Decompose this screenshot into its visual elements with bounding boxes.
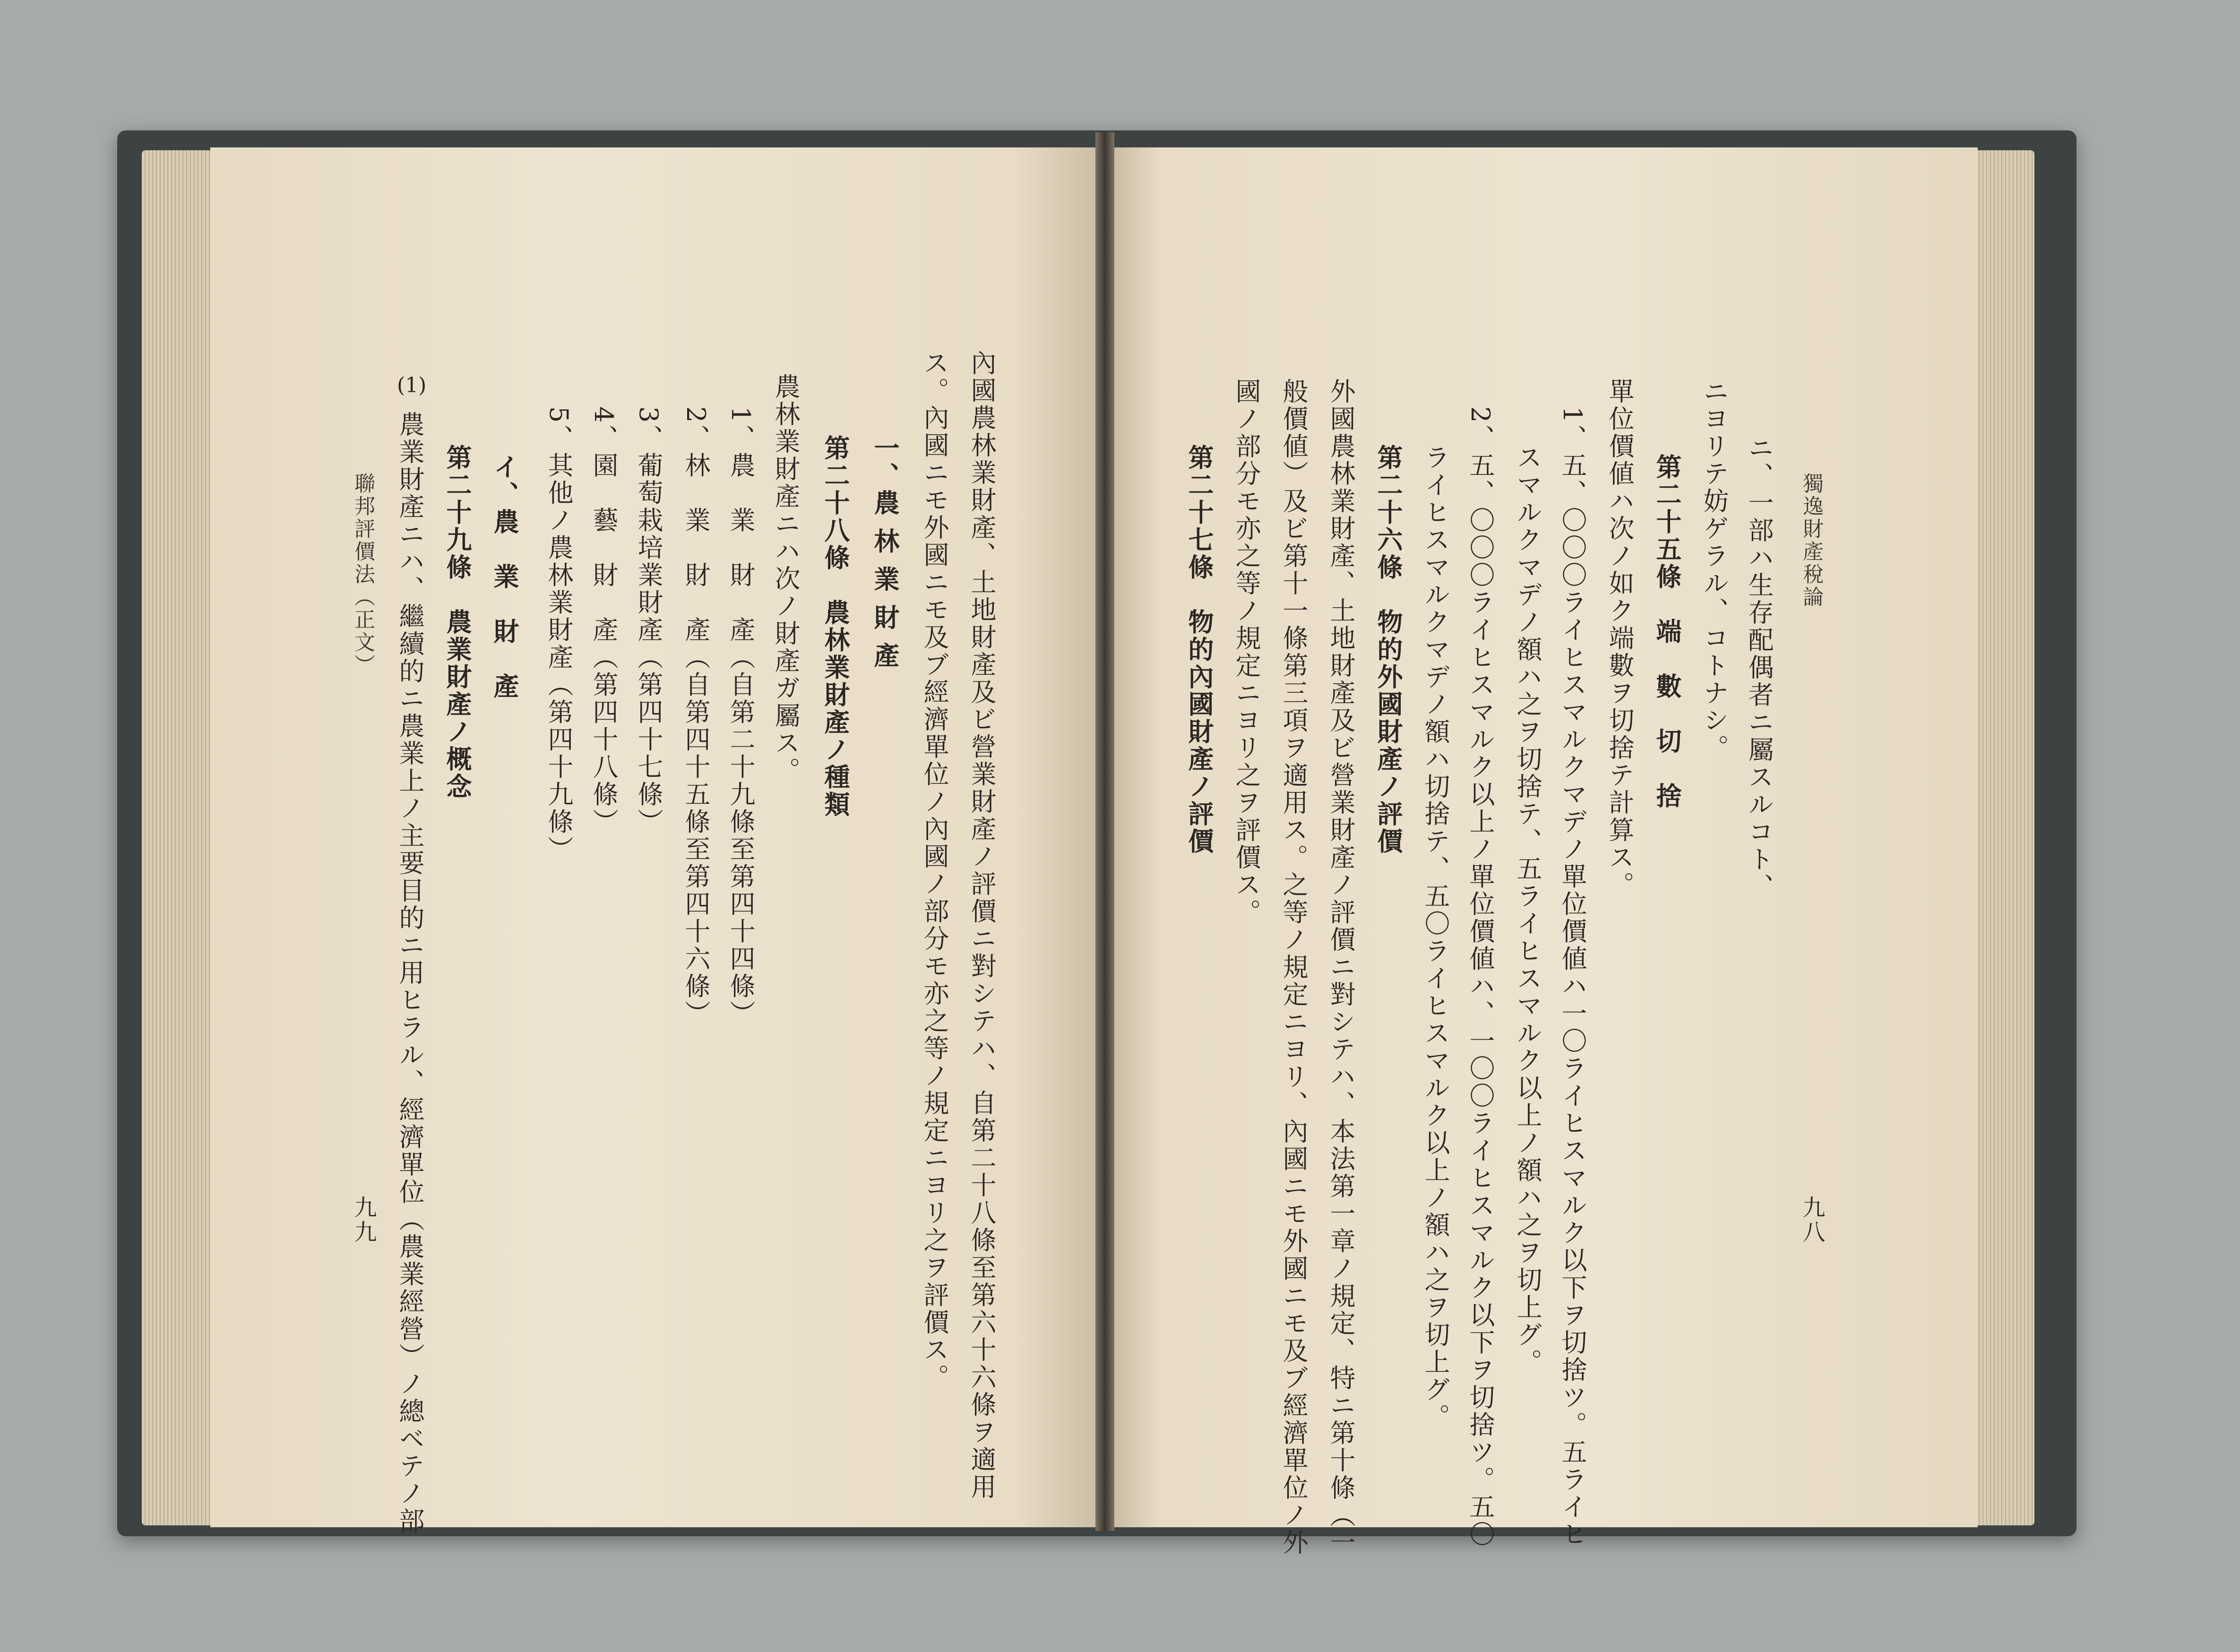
left-list-item-1: 1、農 業 財 產（自第二十九條至第四十四條） (726, 406, 756, 1028)
right-col-10: 外國農林業財產、土地財產及ビ營業財產ノ評價ニ對シテハ、本法第一章ノ規定、特ニ第十條（一 (1326, 378, 1356, 1557)
page-edges-left (142, 150, 220, 1525)
book-gutter (1095, 132, 1114, 1531)
page-number-98: 九八 (1799, 1196, 1825, 1245)
left-article-28-heading: 第二十八條 農林業財產ノ種類 (820, 435, 850, 818)
left-article-29-heading: 第二十九條 農業財產ノ概念 (442, 444, 472, 800)
page-edges-right (1968, 150, 2034, 1525)
footnote-marker: (1) (397, 373, 427, 397)
left-list-item-4: 4、園 藝 財 產（第四十八條） (589, 406, 619, 836)
left-subsection-heading: イ、農 業 財 產 (490, 454, 519, 700)
right-col-1: ニ、一部ハ生存配偶者ニ屬スルコト、 (1744, 435, 1774, 901)
right-article-27-heading: 第二十七條 物的內國財產ノ評價 (1184, 444, 1214, 855)
right-running-header: 獨逸財產稅論 (1799, 473, 1823, 609)
page-number-99: 九九 (350, 1196, 377, 1245)
right-article-25-heading: 第二十五條 端 數 切 捨 (1652, 454, 1682, 810)
left-list-item-2: 2、林 業 財 產（自第四十五條至第四十六條） (681, 406, 711, 1028)
right-col-4: 單位價値ハ次ノ如ク端數ヲ切捨テ計算ス。 (1605, 378, 1635, 899)
right-article-26-heading: 第二十六條 物的外國財產ノ評價 (1373, 444, 1403, 855)
right-col-2: ニヨリテ妨ゲラル、コトナシ。 (1699, 378, 1729, 762)
right-col-6: スマルクマデノ額ハ之ヲ切捨テ、五ライヒスマルク以上ノ額ハ之ヲ切上グ。 (1513, 444, 1542, 1376)
right-col-8: ライヒスマルクマデノ額ハ切捨テ、五〇ライヒスマルク以上ノ額ハ之ヲ切上グ。 (1421, 444, 1450, 1431)
left-col-2: ス。內國ニモ外國ニモ及ブ經濟單位ノ內國ノ部分モ亦之等ノ規定ニヨリ之ヲ評價ス。 (920, 350, 949, 1391)
left-col-1: 內國農林業財產、土地財產及ビ營業財產ノ評價ニ對シテハ、自第二十八條至第六十六條ヲ適用 (967, 350, 997, 1501)
left-col-13: 農業財產ニハ、繼續的ニ農業上ノ主要目的ニ用ヒラル、經濟單位（農業經營）ノ總ベテノ部 (395, 411, 425, 1535)
left-list-item-3: 3、葡萄栽培業財產（第四十七條） (634, 406, 663, 836)
left-list-item-5: 5、其他ノ農林業財產（第四十九條） (544, 406, 574, 863)
right-col-12: 國ノ部分モ亦之等ノ規定ニヨリ之ヲ評價ス。 (1232, 378, 1261, 926)
right-col-11: 般價値）及ビ第十一條第三項ヲ適用ス。之等ノ規定ニヨリ、內國ニモ外國ニモ及ブ經濟單位ノ外 (1279, 378, 1309, 1557)
left-col-5: 農林業財產ニハ次ノ財產ガ屬ス。 (771, 373, 801, 784)
left-running-footer: 聯邦評價法（正文） (351, 473, 375, 677)
right-list-item-2: 2、五、〇〇〇ライヒスマルク以上ノ單位價値ハ、一〇〇ライヒスマルク以下ヲ切捨ツ。五〇 (1465, 406, 1495, 1549)
right-list-item-1: 1、五、〇〇〇ライヒスマルクマデノ單位價値ハ一〇ライヒスマルク以下ヲ切捨ツ。五ライヒ (1558, 406, 1587, 1549)
left-section-heading: 一、農 林 業 財 產 (870, 435, 900, 670)
